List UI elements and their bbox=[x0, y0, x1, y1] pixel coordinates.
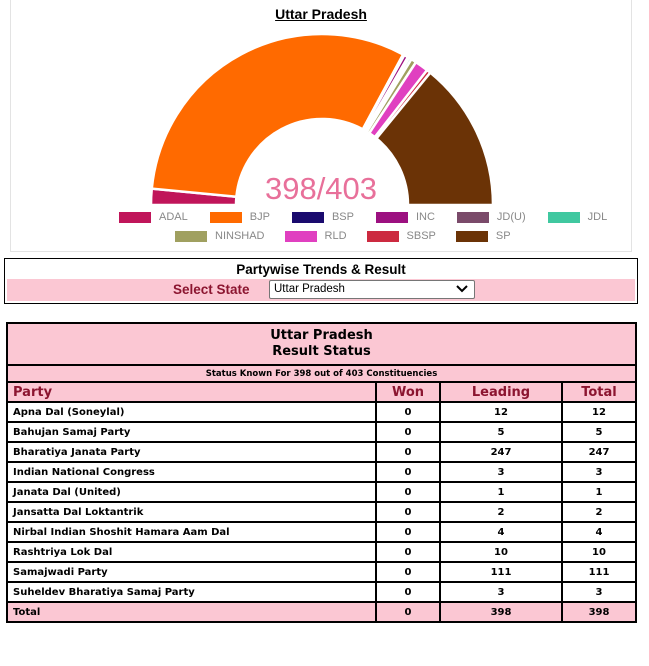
legend-label: SBSP bbox=[406, 230, 436, 242]
party-name: Nirbal Indian Shoshit Hamara Aam Dal bbox=[7, 522, 376, 542]
partywise-trends-box bbox=[4, 258, 638, 304]
legend-item[interactable] bbox=[457, 211, 526, 223]
col-header-won: Won bbox=[376, 382, 440, 402]
party-name: Jansatta Dal Loktantrik bbox=[7, 502, 376, 522]
legend-row bbox=[119, 211, 629, 223]
table-row bbox=[7, 582, 636, 602]
party-name: Apna Dal (Soneylal) bbox=[7, 402, 376, 422]
total-cell: 4 bbox=[562, 522, 636, 542]
legend-swatch bbox=[119, 212, 151, 223]
total-cell: 2 bbox=[562, 502, 636, 522]
legend-swatch bbox=[175, 231, 207, 242]
state-select-row bbox=[7, 279, 635, 301]
select-state-label: Select State bbox=[173, 282, 250, 297]
legend-item[interactable] bbox=[548, 211, 608, 223]
won-cell: 0 bbox=[376, 462, 440, 482]
won-cell: 0 bbox=[376, 522, 440, 542]
leading-cell: 4 bbox=[440, 522, 562, 542]
legend-row bbox=[175, 230, 531, 242]
leading-cell: 2 bbox=[440, 502, 562, 522]
total-cell: 3 bbox=[562, 462, 636, 482]
legend-label: JD(U) bbox=[496, 211, 526, 223]
total-label: Total bbox=[7, 602, 376, 622]
legend-swatch bbox=[456, 231, 488, 242]
table-row bbox=[7, 482, 636, 502]
leading-cell: 3 bbox=[440, 582, 562, 602]
legend-item[interactable] bbox=[376, 211, 435, 223]
seats-counter: 398/403 bbox=[264, 171, 378, 206]
total-cell: 247 bbox=[562, 442, 636, 462]
col-header-leading: Leading bbox=[440, 382, 562, 402]
party-name: Bahujan Samaj Party bbox=[7, 422, 376, 442]
total-cell: 5 bbox=[562, 422, 636, 442]
legend-swatch bbox=[292, 212, 324, 223]
total-cell: 1 bbox=[562, 482, 636, 502]
won-cell: 0 bbox=[376, 442, 440, 462]
leading-cell: 247 bbox=[440, 442, 562, 462]
total-row bbox=[7, 602, 636, 622]
legend-label: ADAL bbox=[159, 211, 188, 223]
won-cell: 0 bbox=[376, 582, 440, 602]
legend-swatch bbox=[457, 212, 489, 223]
party-name: Indian National Congress bbox=[7, 462, 376, 482]
legend-swatch bbox=[548, 212, 580, 223]
legend-label: RLD bbox=[324, 230, 347, 242]
table-row bbox=[7, 422, 636, 442]
table-row bbox=[7, 562, 636, 582]
state-select-value: Uttar Pradesh bbox=[274, 283, 345, 295]
total-cell: 3 bbox=[562, 582, 636, 602]
leading-cell: 111 bbox=[440, 562, 562, 582]
legend-label: BSP bbox=[331, 211, 354, 223]
party-name: Janata Dal (United) bbox=[7, 482, 376, 502]
result-status-table bbox=[6, 322, 637, 623]
party-name: Samajwadi Party bbox=[7, 562, 376, 582]
leading-cell: 10 bbox=[440, 542, 562, 562]
legend-item[interactable] bbox=[210, 211, 270, 223]
won-cell: 0 bbox=[376, 402, 440, 422]
legend-label: INC bbox=[415, 211, 435, 223]
legend-label: BJP bbox=[249, 211, 270, 223]
legend-swatch bbox=[210, 212, 242, 223]
party-name: Rashtriya Lok Dal bbox=[7, 542, 376, 562]
table-row bbox=[7, 522, 636, 542]
won-cell: 0 bbox=[376, 482, 440, 502]
table-row bbox=[7, 502, 636, 522]
legend-item[interactable] bbox=[119, 211, 188, 223]
party-name: Suheldev Bharatiya Samaj Party bbox=[7, 582, 376, 602]
legend-item[interactable] bbox=[292, 211, 354, 223]
leading-cell: 3 bbox=[440, 462, 562, 482]
legend-label: JDL bbox=[587, 211, 608, 223]
leading-cell: 5 bbox=[440, 422, 562, 442]
table-row bbox=[7, 542, 636, 562]
total-leading: 398 bbox=[440, 602, 562, 622]
col-header-party: Party bbox=[7, 382, 376, 402]
won-cell: 0 bbox=[376, 422, 440, 442]
legend-item[interactable] bbox=[456, 230, 511, 242]
total-cell: 10 bbox=[562, 542, 636, 562]
chevron-down-icon bbox=[456, 285, 468, 293]
table-state-name: Uttar Pradesh bbox=[270, 328, 373, 343]
table-row bbox=[7, 462, 636, 482]
chart-title: Uttar Pradesh bbox=[275, 6, 367, 22]
table-result-status: Result Status bbox=[272, 344, 371, 359]
legend-item[interactable] bbox=[285, 230, 347, 242]
leading-cell: 12 bbox=[440, 402, 562, 422]
won-cell: 0 bbox=[376, 562, 440, 582]
trends-title: Partywise Trends & Result bbox=[236, 262, 406, 277]
leading-cell: 1 bbox=[440, 482, 562, 502]
won-cell: 0 bbox=[376, 542, 440, 562]
total-total: 398 bbox=[562, 602, 636, 622]
table-row bbox=[7, 442, 636, 462]
legend-swatch bbox=[285, 231, 317, 242]
party-name: Bharatiya Janata Party bbox=[7, 442, 376, 462]
legend-item[interactable] bbox=[175, 230, 265, 242]
won-cell: 0 bbox=[376, 502, 440, 522]
legend-label: NINSHAD bbox=[215, 230, 265, 242]
total-won: 0 bbox=[376, 602, 440, 622]
table-heading bbox=[7, 323, 636, 365]
chart-panel bbox=[10, 0, 632, 252]
total-cell: 12 bbox=[562, 402, 636, 422]
total-cell: 111 bbox=[562, 562, 636, 582]
legend-swatch bbox=[376, 212, 408, 223]
table-row bbox=[7, 402, 636, 422]
legend-item[interactable] bbox=[367, 230, 436, 242]
col-header-total: Total bbox=[562, 382, 636, 402]
legend-label: SP bbox=[495, 230, 511, 242]
status-known-line: Status Known For 398 out of 403 Constituencies bbox=[7, 365, 636, 382]
state-select[interactable] bbox=[269, 280, 475, 299]
legend-swatch bbox=[367, 231, 399, 242]
